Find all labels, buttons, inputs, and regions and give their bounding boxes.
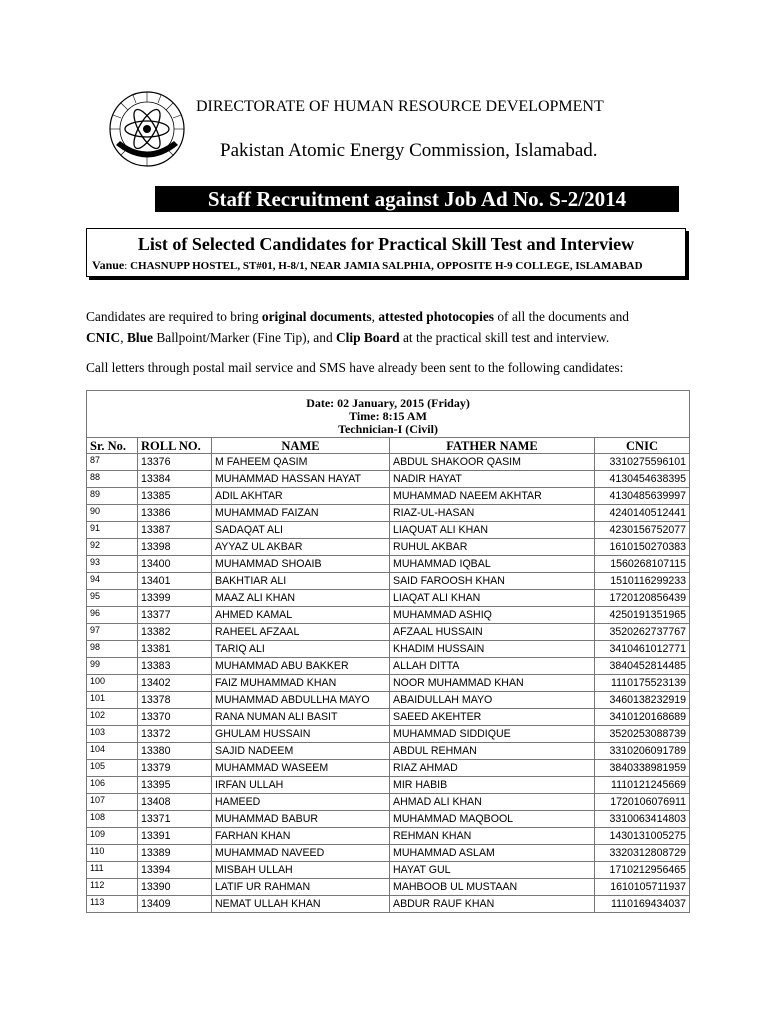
cell-cnic: 1610150270383 (595, 539, 690, 556)
cell-roll-no: 13394 (138, 862, 212, 879)
table-row (87, 879, 690, 896)
cell-father-name: RUHUL AKBAR (390, 539, 595, 556)
table-row (87, 709, 690, 726)
cell-roll-no: 13378 (138, 692, 212, 709)
cell-father-name: LIAQAT ALI KHAN (390, 590, 595, 607)
cell-cnic: 1720106076911 (595, 794, 690, 811)
cell-sr-no: 105 (87, 760, 138, 777)
cell-cnic: 3840338981959 (595, 760, 690, 777)
cell-cnic: 1510116299233 (595, 573, 690, 590)
col-sr-no: Sr. No. (87, 438, 138, 454)
cell-sr-no: 102 (87, 709, 138, 726)
table-row (87, 471, 690, 488)
cell-name: RANA NUMAN ALI BASIT (212, 709, 390, 726)
cell-name: GHULAM HUSSAIN (212, 726, 390, 743)
cell-cnic: 1710212956465 (595, 862, 690, 879)
paec-logo-icon (108, 90, 186, 168)
cell-sr-no: 111 (87, 862, 138, 879)
cell-name: MUHAMMAD NAVEED (212, 845, 390, 862)
selected-candidates-box (86, 228, 686, 277)
cell-roll-no: 13401 (138, 573, 212, 590)
cell-cnic: 1560268107115 (595, 556, 690, 573)
cell-father-name: MUHAMMAD NAEEM AKHTAR (390, 488, 595, 505)
cell-roll-no: 13385 (138, 488, 212, 505)
cell-sr-no: 87 (87, 454, 138, 471)
cell-roll-no: 13398 (138, 539, 212, 556)
cell-roll-no: 13383 (138, 658, 212, 675)
table-row (87, 794, 690, 811)
cell-name: MUHAMMAD BABUR (212, 811, 390, 828)
cell-sr-no: 104 (87, 743, 138, 760)
cell-cnic: 3410120168689 (595, 709, 690, 726)
cell-name: RAHEEL AFZAAL (212, 624, 390, 641)
call-letters-note: Call letters through postal mail service and SMS have already been sent to the following candidates: (86, 360, 624, 375)
cell-cnic: 3310063414803 (595, 811, 690, 828)
cell-roll-no: 13387 (138, 522, 212, 539)
cell-name: AHMED KAMAL (212, 607, 390, 624)
venue-line: Vanue: CHASNUPP HOSTEL, ST#01, H-8/1, NEAR JAMIA SALPHIA, OPPOSITE H-9 COLLEGE, ISLAMABAD (92, 258, 643, 272)
cell-father-name: LIAQUAT ALI KHAN (390, 522, 595, 539)
cell-father-name: MAHBOOB UL MUSTAAN (390, 879, 595, 896)
table-row (87, 488, 690, 505)
table-row (87, 811, 690, 828)
cell-name: NEMAT ULLAH KHAN (212, 896, 390, 913)
cell-father-name: RIAZ-UL-HASAN (390, 505, 595, 522)
cell-father-name: SAID FAROOSH KHAN (390, 573, 595, 590)
cell-name: BAKHTIAR ALI (212, 573, 390, 590)
venue-label: Vanue (92, 258, 125, 272)
table-row (87, 760, 690, 777)
cell-name: MUHAMMAD SHOAIB (212, 556, 390, 573)
cell-father-name: NADIR HAYAT (390, 471, 595, 488)
cell-father-name: ABDUR RAUF KHAN (390, 896, 595, 913)
cell-sr-no: 113 (87, 896, 138, 913)
table-row (87, 692, 690, 709)
cell-cnic: 1610105711937 (595, 879, 690, 896)
cell-roll-no: 13377 (138, 607, 212, 624)
venue-text: CHASNUPP HOSTEL, ST#01, H-8/1, NEAR JAMIA SALPHIA, OPPOSITE H-9 COLLEGE, ISLAMABAD (130, 260, 643, 272)
table-row (87, 896, 690, 913)
table-row (87, 590, 690, 607)
cell-cnic: 1110121245669 (595, 777, 690, 794)
cell-father-name: ABDUL REHMAN (390, 743, 595, 760)
cell-sr-no: 95 (87, 590, 138, 607)
cell-father-name: KHADIM HUSSAIN (390, 641, 595, 658)
table-row (87, 658, 690, 675)
cell-roll-no: 13408 (138, 794, 212, 811)
cell-name: MUHAMMAD ABDULLHA MAYO (212, 692, 390, 709)
cell-roll-no: 13390 (138, 879, 212, 896)
cell-cnic: 1110169434037 (595, 896, 690, 913)
cell-father-name: MIR HABIB (390, 777, 595, 794)
cell-father-name: MUHAMMAD IQBAL (390, 556, 595, 573)
cell-cnic: 3840452814485 (595, 658, 690, 675)
cell-name: M FAHEEM QASIM (212, 454, 390, 471)
cell-cnic: 3520262737767 (595, 624, 690, 641)
cell-roll-no: 13395 (138, 777, 212, 794)
cell-father-name: MUHAMMAD ASLAM (390, 845, 595, 862)
cell-cnic: 1720120856439 (595, 590, 690, 607)
cell-roll-no: 13384 (138, 471, 212, 488)
cell-father-name: REHMAN KHAN (390, 828, 595, 845)
table-row (87, 726, 690, 743)
cell-roll-no: 13386 (138, 505, 212, 522)
cell-sr-no: 112 (87, 879, 138, 896)
cell-roll-no: 13402 (138, 675, 212, 692)
col-roll-no: ROLL NO. (138, 438, 212, 454)
schedule-post: Technician-I (Civil) (338, 422, 438, 436)
cell-name: TARIQ ALI (212, 641, 390, 658)
table-row (87, 675, 690, 692)
col-cnic: CNIC (595, 438, 690, 454)
table-row (87, 828, 690, 845)
cell-roll-no: 13391 (138, 828, 212, 845)
table-row (87, 556, 690, 573)
cell-sr-no: 90 (87, 505, 138, 522)
cell-roll-no: 13372 (138, 726, 212, 743)
table-row (87, 845, 690, 862)
cell-name: MISBAH ULLAH (212, 862, 390, 879)
table-row (87, 777, 690, 794)
cell-sr-no: 110 (87, 845, 138, 862)
cell-roll-no: 13400 (138, 556, 212, 573)
cell-cnic: 3320312808729 (595, 845, 690, 862)
instructions-line-1: Candidates are required to bring original documents, attested photocopies of all the documents and (86, 309, 629, 324)
cell-father-name: MUHAMMAD SIDDIQUE (390, 726, 595, 743)
cell-cnic: 3410461012771 (595, 641, 690, 658)
cell-name: MUHAMMAD FAIZAN (212, 505, 390, 522)
cell-cnic: 3520253088739 (595, 726, 690, 743)
cell-cnic: 3310206091789 (595, 743, 690, 760)
table-row (87, 454, 690, 471)
cell-sr-no: 98 (87, 641, 138, 658)
table-row (87, 539, 690, 556)
cell-cnic: 3460138232919 (595, 692, 690, 709)
cell-cnic: 4230156752077 (595, 522, 690, 539)
cell-roll-no: 13381 (138, 641, 212, 658)
instructions-line-2: CNIC, Blue Ballpoint/Marker (Fine Tip), and Clip Board at the practical skill test and interview. (86, 330, 610, 345)
table-row (87, 573, 690, 590)
table-row (87, 624, 690, 641)
cell-sr-no: 106 (87, 777, 138, 794)
cell-name: MUHAMMAD HASSAN HAYAT (212, 471, 390, 488)
cell-sr-no: 89 (87, 488, 138, 505)
cell-name: AYYAZ UL AKBAR (212, 539, 390, 556)
cell-name: SAJID NADEEM (212, 743, 390, 760)
cell-roll-no: 13382 (138, 624, 212, 641)
cell-roll-no: 13399 (138, 590, 212, 607)
cell-name: IRFAN ULLAH (212, 777, 390, 794)
cell-cnic: 4130485639997 (595, 488, 690, 505)
table-row (87, 522, 690, 539)
col-name: NAME (212, 438, 390, 454)
cell-sr-no: 99 (87, 658, 138, 675)
cell-cnic: 4250191351965 (595, 607, 690, 624)
cell-roll-no: 13370 (138, 709, 212, 726)
cell-sr-no: 88 (87, 471, 138, 488)
cell-name: ADIL AKHTAR (212, 488, 390, 505)
cell-sr-no: 97 (87, 624, 138, 641)
recruitment-banner: Staff Recruitment against Job Ad No. S-2/2014 (155, 186, 679, 212)
table-row (87, 743, 690, 760)
cell-roll-no: 13371 (138, 811, 212, 828)
cell-father-name: ABDUL SHAKOOR QASIM (390, 454, 595, 471)
col-father-name: FATHER NAME (390, 438, 595, 454)
cell-cnic: 4240140512441 (595, 505, 690, 522)
cell-sr-no: 96 (87, 607, 138, 624)
cell-roll-no: 13376 (138, 454, 212, 471)
cell-father-name: ALLAH DITTA (390, 658, 595, 675)
cell-roll-no: 13389 (138, 845, 212, 862)
candidates-table (86, 390, 690, 913)
cell-father-name: NOOR MUHAMMAD KHAN (390, 675, 595, 692)
commission-name: Pakistan Atomic Energy Commission, Islamabad. (220, 140, 598, 161)
cell-sr-no: 107 (87, 794, 138, 811)
cell-roll-no: 13379 (138, 760, 212, 777)
cell-cnic: 3310275596101 (595, 454, 690, 471)
cell-name: FARHAN KHAN (212, 828, 390, 845)
cell-father-name: SAEED AKEHTER (390, 709, 595, 726)
cell-cnic: 1110175523139 (595, 675, 690, 692)
cell-sr-no: 103 (87, 726, 138, 743)
organization-name: DIRECTORATE OF HUMAN RESOURCE DEVELOPMENT (196, 98, 604, 115)
schedule-header (87, 391, 690, 438)
cell-sr-no: 94 (87, 573, 138, 590)
list-title: List of Selected Candidates for Practical Skill Test and Interview (137, 234, 635, 254)
cell-name: MUHAMMAD ABU BAKKER (212, 658, 390, 675)
table-row (87, 862, 690, 879)
table-row (87, 607, 690, 624)
cell-sr-no: 100 (87, 675, 138, 692)
table-row (87, 641, 690, 658)
schedule-time: Time: 8:15 AM (349, 409, 427, 423)
cell-sr-no: 91 (87, 522, 138, 539)
cell-father-name: HAYAT GUL (390, 862, 595, 879)
cell-sr-no: 108 (87, 811, 138, 828)
cell-father-name: ABAIDULLAH MAYO (390, 692, 595, 709)
cell-roll-no: 13409 (138, 896, 212, 913)
cell-sr-no: 93 (87, 556, 138, 573)
cell-father-name: AHMAD ALI KHAN (390, 794, 595, 811)
cell-sr-no: 101 (87, 692, 138, 709)
cell-name: SADAQAT ALI (212, 522, 390, 539)
schedule-date: Date: 02 January, 2015 (Friday) (306, 396, 470, 410)
cell-cnic: 4130454638395 (595, 471, 690, 488)
cell-cnic: 1430131005275 (595, 828, 690, 845)
cell-name: HAMEED (212, 794, 390, 811)
cell-roll-no: 13380 (138, 743, 212, 760)
cell-sr-no: 109 (87, 828, 138, 845)
cell-name: LATIF UR RAHMAN (212, 879, 390, 896)
table-row (87, 505, 690, 522)
cell-father-name: RIAZ AHMAD (390, 760, 595, 777)
cell-name: MAAZ ALI KHAN (212, 590, 390, 607)
cell-father-name: AFZAAL HUSSAIN (390, 624, 595, 641)
cell-name: MUHAMMAD WASEEM (212, 760, 390, 777)
cell-name: FAIZ MUHAMMAD KHAN (212, 675, 390, 692)
cell-sr-no: 92 (87, 539, 138, 556)
cell-father-name: MUHAMMAD ASHIQ (390, 607, 595, 624)
cell-father-name: MUHAMMAD MAQBOOL (390, 811, 595, 828)
